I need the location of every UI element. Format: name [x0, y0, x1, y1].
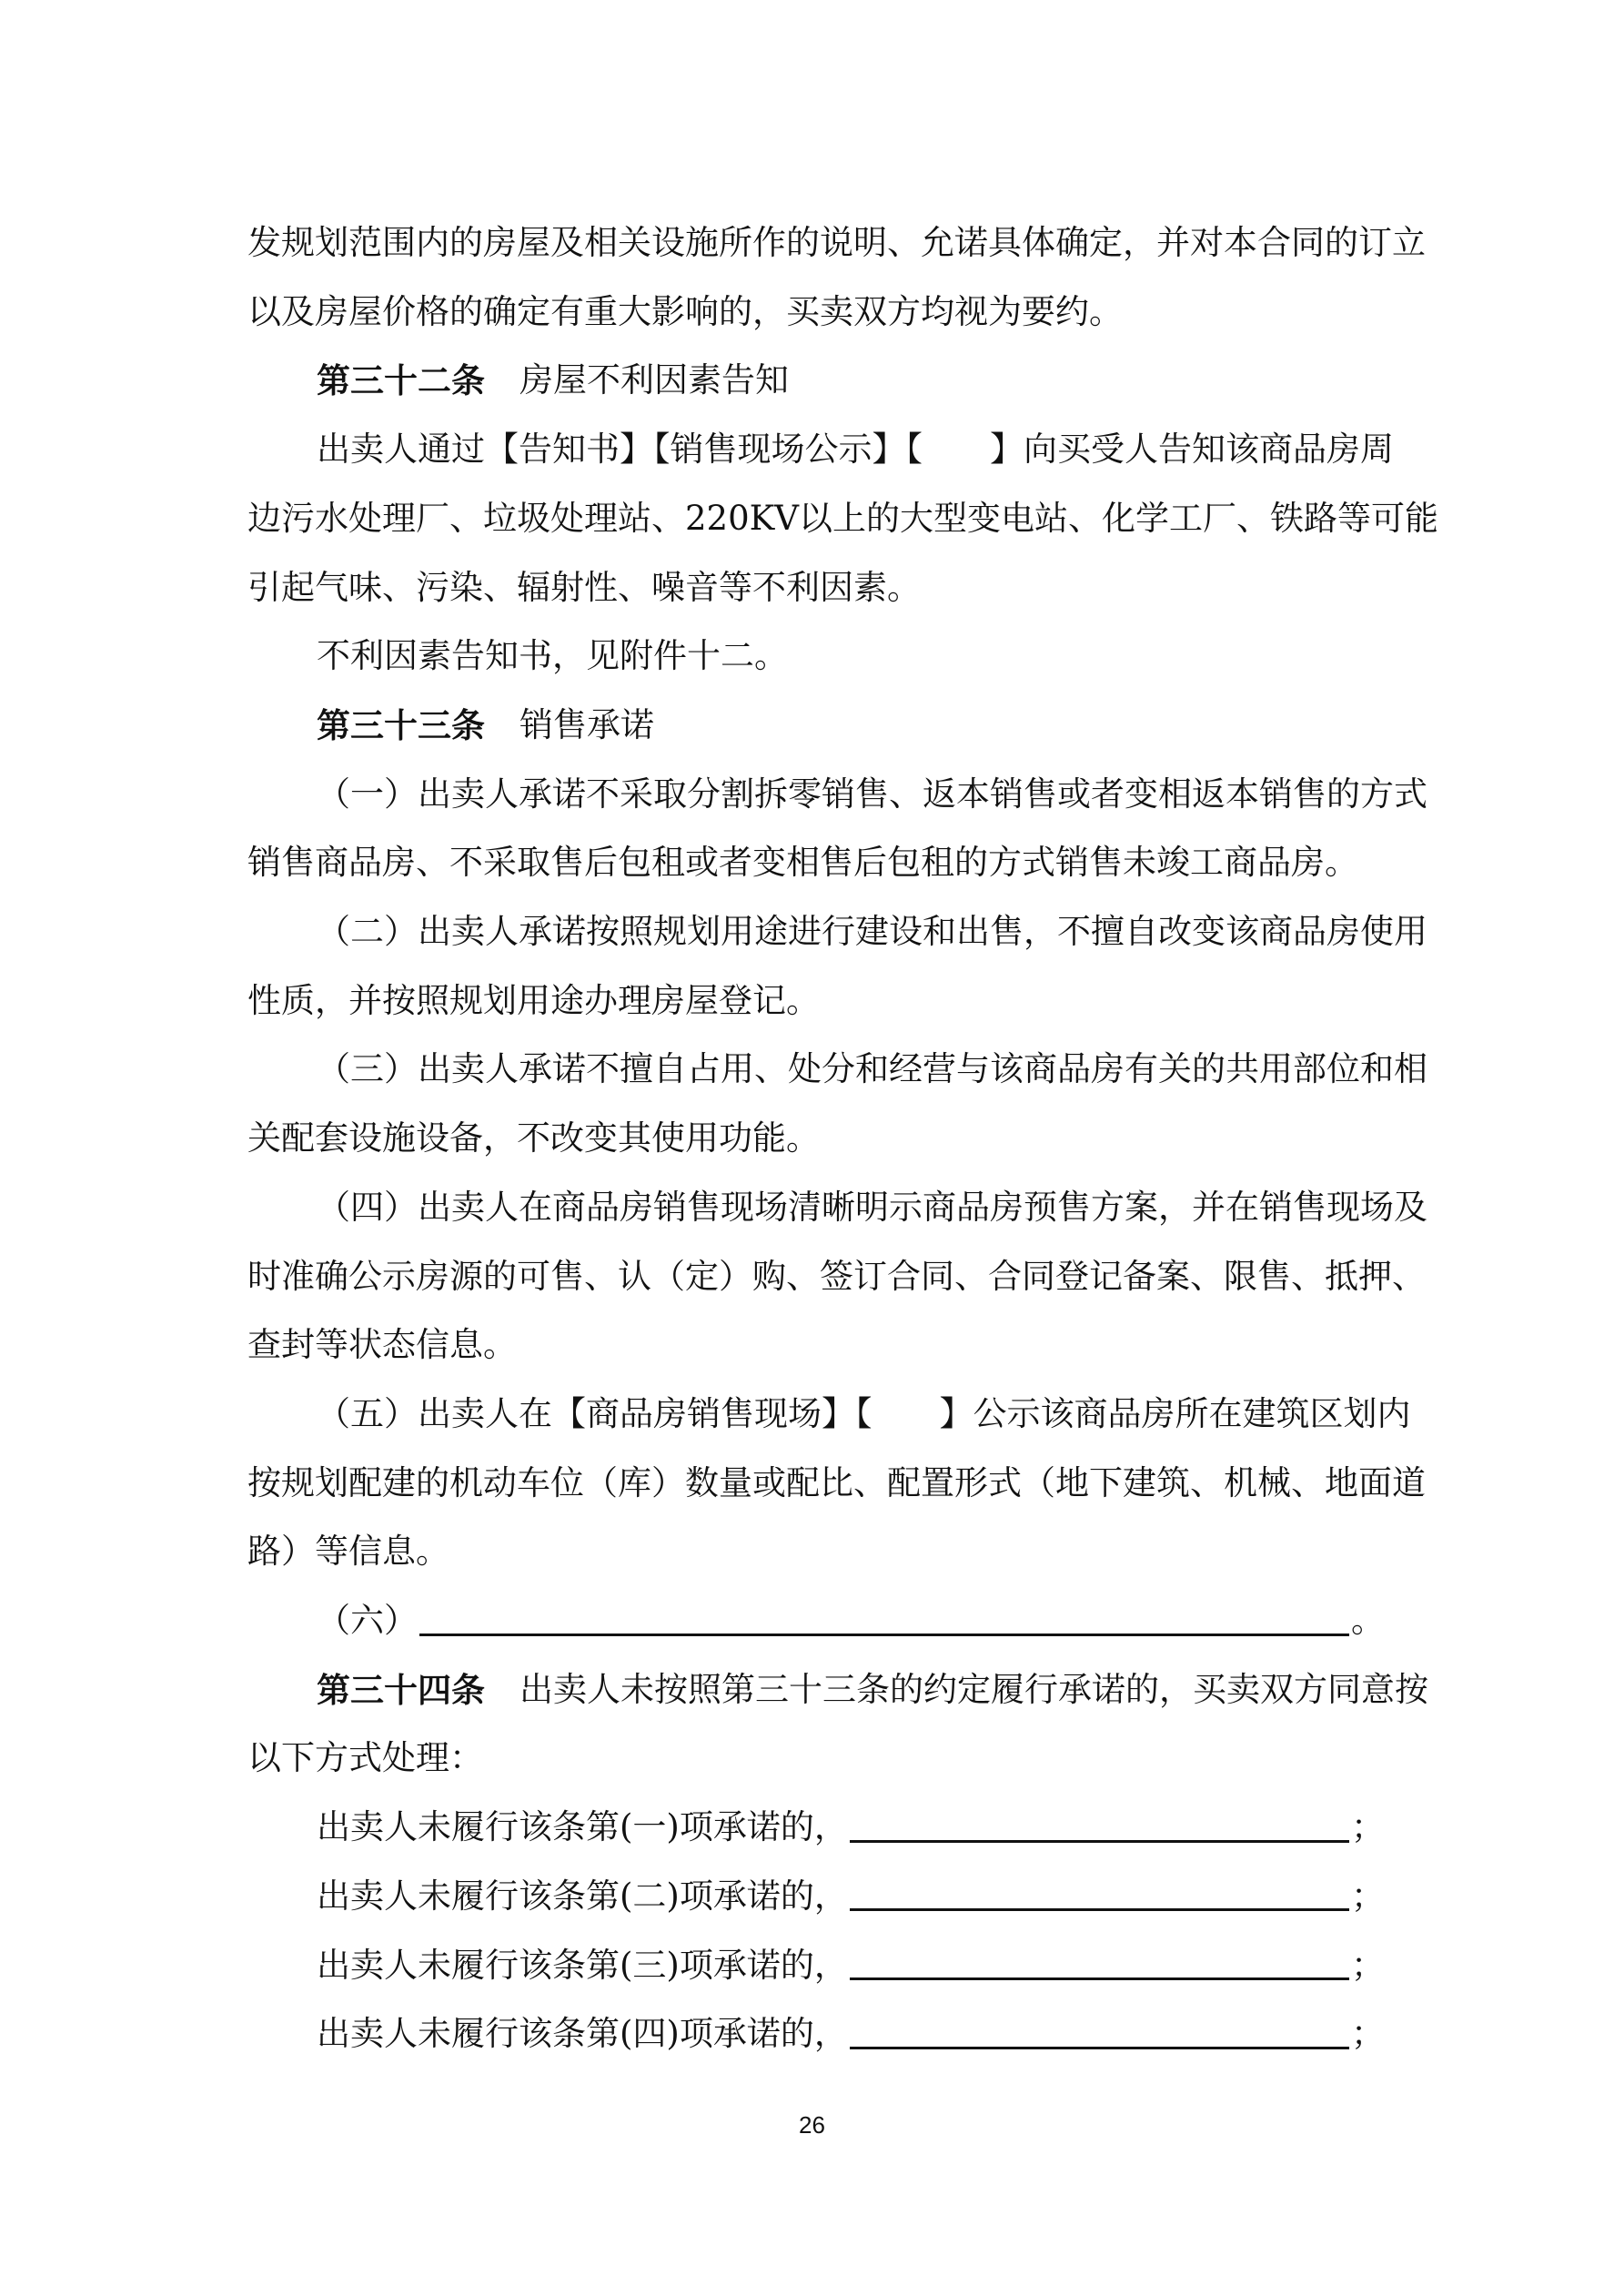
paragraph-line: [247, 1529, 1385, 1574]
line-text: 不利因素告知书，见附件十二。: [317, 636, 788, 676]
line-end-punctuation: ；: [1351, 1945, 1385, 1985]
paragraph-line: [317, 1391, 1411, 1437]
paragraph-line: [317, 2011, 1385, 2057]
paragraph-line: [247, 496, 1438, 541]
line-text: 发规划范围内的房屋及相关设施所作的说明、允诺具体确定，并对本合同的订立: [247, 223, 1426, 262]
line-text: 边污水处理厂、垃圾处理站、220KV以上的大型变电站、化学工厂、铁路等可能: [247, 498, 1438, 538]
paragraph-line: [247, 1116, 1385, 1161]
fill-in-blank[interactable]: [850, 1813, 1349, 1843]
article-heading-line: [317, 1667, 1428, 1713]
paragraph-line: [317, 1874, 1385, 1919]
paragraph-line: [247, 978, 1385, 1024]
paragraph-line: [317, 909, 1427, 955]
line-text: 引起气味、污染、辐射性、噪音等不利因素。: [247, 567, 921, 607]
paragraph-line: [317, 1047, 1427, 1092]
paragraph-line: [247, 1322, 1385, 1368]
line-text: 出卖人通过【告知书】【销售现场公示】【 】向买受人告知该商品房周: [317, 430, 1394, 470]
line-text: （四）出卖人在商品房销售现场清晰明示商品房预售方案，并在销售现场及: [317, 1187, 1427, 1227]
line-text: 房屋不利因素告知: [519, 360, 789, 400]
article-number: 第三十四条: [317, 1669, 485, 1710]
line-text: 以及房屋价格的确定有重大影响的，买卖双方均视为要约。: [247, 291, 1123, 331]
fill-in-blank[interactable]: [850, 1881, 1349, 1911]
line-text: （五）出卖人在【商品房销售现场】【 】公示该商品房所在建筑区划内: [317, 1393, 1411, 1433]
paragraph-line: [247, 840, 1385, 885]
article-number: 第三十三条: [317, 704, 485, 745]
line-text: 查封等状态信息。: [247, 1325, 517, 1365]
paragraph-line: [247, 1461, 1426, 1506]
line-text: 时准确公示房源的可售、认（定）购、签订合同、合同登记备案、限售、抵押、: [247, 1256, 1426, 1296]
article-number: 第三十二条: [317, 360, 485, 401]
line-text: （二）出卖人承诺按照规划用途进行建设和出售，不擅自改变该商品房使用: [317, 912, 1427, 951]
paragraph-line: [247, 1735, 1385, 1781]
article-heading-line: [317, 358, 1385, 403]
line-text: （一）出卖人承诺不采取分割拆零销售、返本销售或者变相返本销售的方式: [317, 774, 1427, 814]
paragraph-line: [317, 1598, 1385, 1644]
fill-in-blank[interactable]: [419, 1606, 1349, 1636]
article-heading-line: [317, 703, 1385, 748]
paragraph-line: [317, 772, 1427, 817]
fill-in-blank[interactable]: [850, 2019, 1349, 2049]
line-text: 出卖人未履行该条第(三)项承诺的，: [317, 1945, 848, 1985]
line-text: 性质，并按照规划用途办理房屋登记。: [247, 980, 820, 1020]
line-end-punctuation: ；: [1351, 1807, 1385, 1847]
line-end-punctuation: ；: [1351, 1876, 1385, 1916]
paragraph-line: [317, 1805, 1385, 1850]
line-text: 路）等信息。: [247, 1532, 449, 1572]
paragraph-line: [317, 1185, 1427, 1230]
line-text: （六）: [317, 1601, 418, 1640]
line-text: 出卖人未履行该条第(一)项承诺的，: [317, 1807, 848, 1847]
paragraph-line: [247, 289, 1385, 335]
paragraph-line: [247, 565, 1385, 611]
line-text: （三）出卖人承诺不擅自占用、处分和经营与该商品房有关的共用部位和相: [317, 1049, 1427, 1089]
line-text: 按规划配建的机动车位（库）数量或配比、配置形式（地下建筑、机械、地面道: [247, 1462, 1426, 1502]
line-text: 出卖人未履行该条第(二)项承诺的，: [317, 1876, 848, 1916]
page-number: 26: [799, 2111, 825, 2139]
paragraph-line: [317, 1943, 1385, 1988]
line-end-punctuation: ；: [1351, 2014, 1385, 2054]
line-text: 销售承诺: [519, 704, 654, 744]
line-text: 销售商品房、不采取售后包租或者变相售后包租的方式销售未竣工商品房。: [247, 843, 1358, 883]
paragraph-line: [317, 633, 1385, 679]
line-text: 出卖人未按照第三十三条的约定履行承诺的，买卖双方同意按: [519, 1669, 1428, 1709]
line-text: 以下方式处理：: [247, 1738, 483, 1778]
paragraph-line: [317, 427, 1394, 472]
line-text: 关配套设施设备，不改变其使用功能。: [247, 1118, 820, 1158]
fill-in-blank[interactable]: [850, 1950, 1349, 1980]
paragraph-line: [247, 1254, 1426, 1300]
paragraph-line: [247, 220, 1426, 266]
line-end-punctuation: 。: [1351, 1601, 1385, 1640]
line-text: 出卖人未履行该条第(四)项承诺的，: [317, 2014, 848, 2054]
